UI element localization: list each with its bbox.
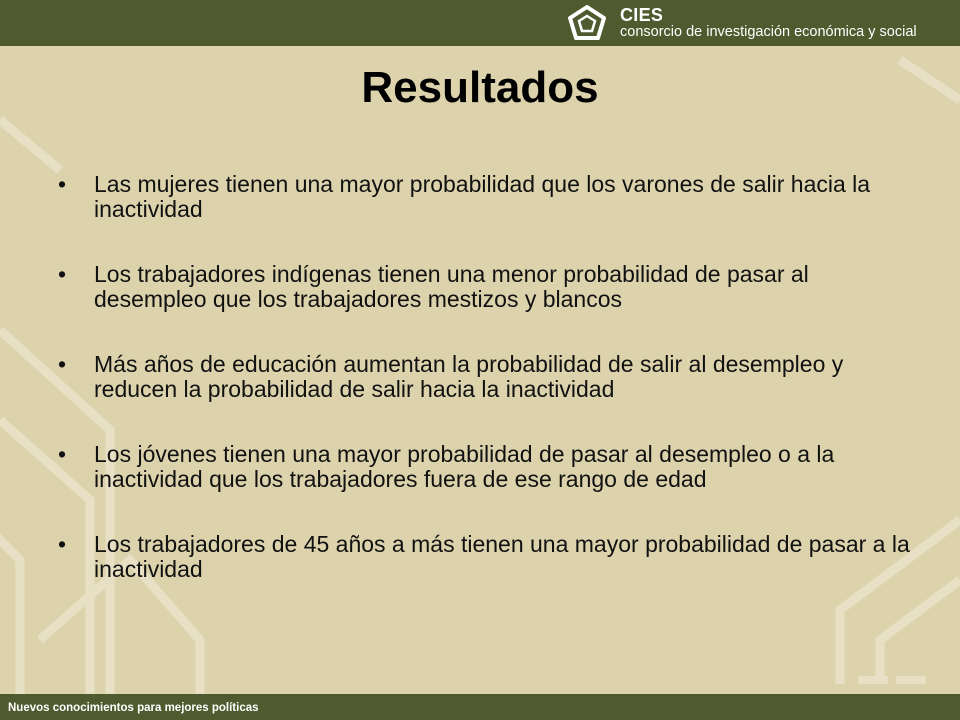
footer-notch <box>260 684 960 694</box>
bullet-text: Las mujeres tienen una mayor probabilidad que los varones de salir hacia la inactividad <box>94 171 871 222</box>
bullet-text: Los trabajadores de 45 años a más tienen una mayor probabilidad de pasar a la inactividad <box>94 531 910 582</box>
bullet-marker: • <box>58 261 67 287</box>
brand-tagline: consorcio de investigación económica y social <box>620 24 917 40</box>
footer-slogan: Nuevos conocimientos para mejores políticas <box>8 702 259 714</box>
cies-logo-icon <box>566 4 608 42</box>
bullet-item <box>58 352 918 402</box>
bullet-list <box>58 172 918 622</box>
bullet-marker: • <box>58 441 67 467</box>
bullet-text: Más años de educación aumentan la probabilidad de salir al desempleo y reducen la probabilidad de salir hacia la inactividad <box>94 351 844 402</box>
bullet-text: Los jóvenes tienen una mayor probabilidad de pasar al desempleo o a la inactividad que los trabajadores fuera de ese rango de edad <box>94 441 835 492</box>
slide-title: Resultados <box>361 63 599 112</box>
bullet-marker: • <box>58 171 67 197</box>
bullet-item <box>58 262 918 312</box>
brand-name: CIES <box>620 5 664 25</box>
bullet-item <box>58 442 918 492</box>
bullet-item <box>58 172 918 222</box>
bullet-marker: • <box>58 531 67 557</box>
bullet-text: Los trabajadores indígenas tienen una menor probabilidad de pasar al desempleo que los trabajadores mestizos y blancos <box>94 261 809 312</box>
bullet-marker: • <box>58 351 67 377</box>
bullet-item <box>58 532 918 582</box>
